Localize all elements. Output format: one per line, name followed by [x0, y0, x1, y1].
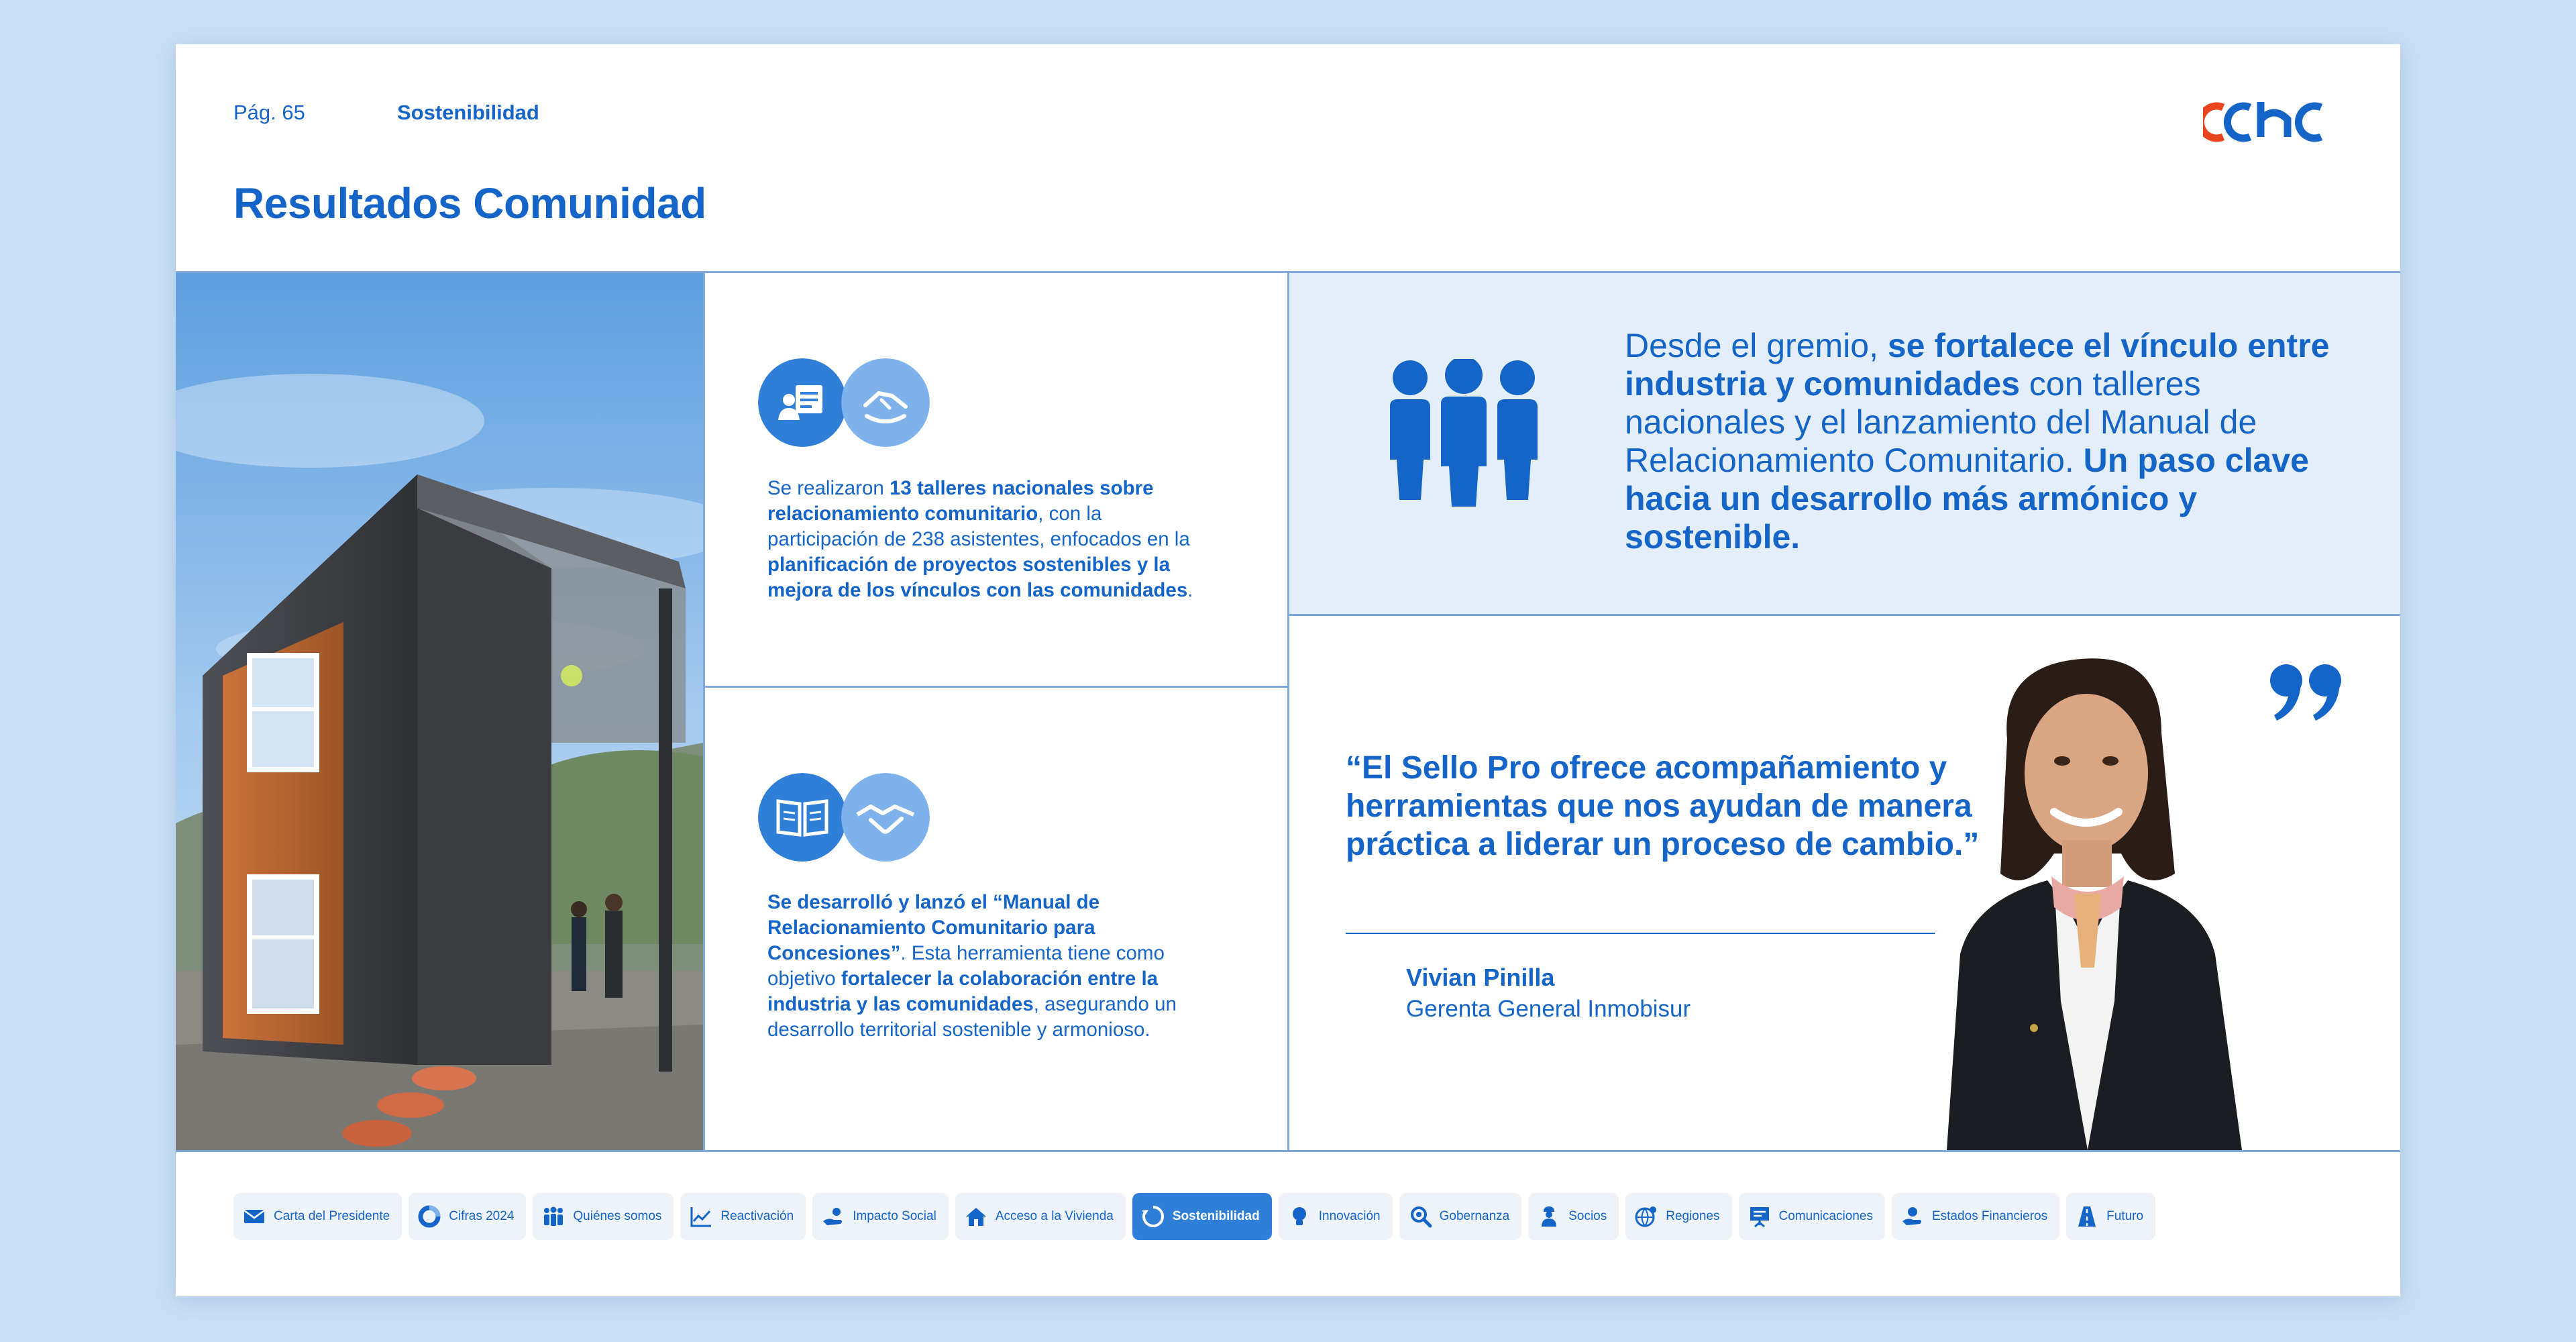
- nav-sostenibilidad[interactable]: Sostenibilidad: [1132, 1193, 1272, 1240]
- group-icon: [541, 1204, 566, 1229]
- nav-estados-financieros[interactable]: Estados Financieros: [1892, 1193, 2059, 1240]
- nav-gobernanza[interactable]: Gobernanza: [1399, 1193, 1522, 1240]
- line-chart-icon: [688, 1204, 714, 1229]
- nav-impacto-social[interactable]: Impacto Social: [812, 1193, 949, 1240]
- house-icon: [963, 1204, 989, 1229]
- cell1-icons: [758, 358, 932, 447]
- quote-author-role: Gerenta General Inmobisur: [1406, 996, 1691, 1022]
- cell2-text: Se desarrolló y lanzó el “Manual de Relacionamiento Comunitario para Concesiones”. Esta herramienta tiene como objetivo fortalecer la colaboración entre la industria y las comunidades, asegurando un desarrollo territorial sostenible y armonioso.: [767, 891, 1177, 1041]
- handshake-icon: [841, 773, 930, 862]
- cell1-text: Se realizaron 13 talleres nacionales sobre relacionamiento comunitario, con la participación de 238 asistentes, enfocados en la planificación de proyectos sostenibles y la mejora de los vínculos con las comunidades.: [767, 477, 1193, 601]
- nav-quienes-somos[interactable]: Quiénes somos: [533, 1193, 674, 1240]
- hand-money-icon: [1900, 1204, 1925, 1229]
- nav-comunicaciones[interactable]: Comunicaciones: [1739, 1193, 1885, 1240]
- grid-hline-left: [703, 686, 1287, 688]
- quote-author-name: Vivian Pinilla: [1406, 964, 1555, 991]
- highlight-text: Desde el gremio, se fortalece el vínculo entre industria y comunidades con talleres nacionales y el lanzamiento del Manual de Relacionamiento Comunitario. Un paso clave hacia un desarrollo más armónico y sostenible.: [1625, 327, 2330, 556]
- nav-carta-del-presidente[interactable]: Carta del Presidente: [233, 1193, 402, 1240]
- lightbulb-icon: [1287, 1204, 1312, 1229]
- section-nav: [233, 1193, 2155, 1240]
- building-photo: [176, 273, 703, 1150]
- page-title: Resultados Comunidad: [233, 179, 706, 227]
- nav-innovacion[interactable]: Innovación: [1279, 1193, 1393, 1240]
- cell2-icons: [758, 773, 932, 862]
- author-portrait: [1920, 652, 2296, 1150]
- worker-icon: [1536, 1204, 1562, 1229]
- nav-reactivacion[interactable]: Reactivación: [680, 1193, 806, 1240]
- handshake-care-icon: [841, 358, 930, 447]
- book-icon: [758, 773, 847, 862]
- quote-divider: [1346, 933, 1935, 934]
- people-icon: [1383, 359, 1544, 507]
- recycle-icon: [1140, 1204, 1166, 1229]
- nav-futuro[interactable]: Futuro: [2066, 1193, 2155, 1240]
- report-page: [176, 44, 2400, 1296]
- hand-coin-icon: [820, 1204, 846, 1229]
- nav-cifras-2024[interactable]: Cifras 2024: [409, 1193, 526, 1240]
- page-number: Pág. 65: [233, 101, 305, 124]
- nav-acceso-a-la-vivienda[interactable]: Acceso a la Vivienda: [955, 1193, 1126, 1240]
- gear-search-icon: [1407, 1204, 1433, 1229]
- presentation-board-icon: [1747, 1204, 1772, 1229]
- nav-regiones[interactable]: Regiones: [1625, 1193, 1731, 1240]
- presentation-icon: [758, 358, 847, 447]
- globe-pin-icon: [1633, 1204, 1659, 1229]
- highlight-box: [1289, 273, 2400, 614]
- nav-socios[interactable]: Socios: [1528, 1193, 1619, 1240]
- cchc-logo[interactable]: [2203, 99, 2344, 146]
- grid-hline-right: [1287, 614, 2400, 616]
- grid-vline-1: [703, 271, 705, 1152]
- ring-chart-icon: [417, 1204, 442, 1229]
- section-name[interactable]: Sostenibilidad: [397, 101, 539, 124]
- quote-text: “El Sello Pro ofrece acompañamiento y herramientas que nos ayudan de manera práctica a liderar un proceso de cambio.”: [1346, 750, 1980, 862]
- envelope-icon: [241, 1204, 267, 1229]
- road-icon: [2074, 1204, 2100, 1229]
